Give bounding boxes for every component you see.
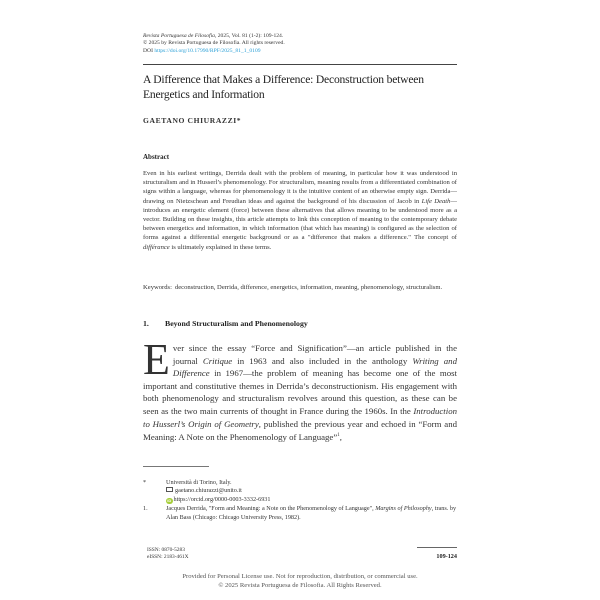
body-text-part: in 1967—the problem of meaning has become one of the most important and constitutive themes in Derrida’s deconstructionism. His engagement with both phenomenology and structuralism revolves around this question, as these can be seen as the two main currents of thought in France during the 1960s. In the (143, 368, 457, 416)
footnote-author (143, 479, 457, 504)
keywords-list: deconstruction, Derrida, difference, energetics, information, meaning, phenomenology, structuralism. (174, 284, 443, 291)
section-heading (143, 319, 308, 328)
keywords (143, 283, 457, 292)
footnote-italic: Margins of Philosophy (375, 505, 432, 513)
footnote-mark: * (143, 479, 147, 486)
body-text-part: , published the previous year and echoed in “Form and Meaning: A Note on the Phenomenology of Language” (143, 418, 457, 443)
article-title: A Difference that Makes a Difference: Deconstruction between Energetics and Information (143, 73, 424, 101)
email-line (166, 487, 457, 495)
drop-cap: E (143, 335, 170, 384)
footnote-1 (143, 505, 457, 522)
body-text-part: , (339, 432, 342, 443)
issn-block (147, 547, 188, 561)
footnote-mark: 1. (143, 505, 148, 513)
affiliation: Università di Torino, Italy. (166, 479, 232, 486)
journal-name: Revista Portuguesa de Filosofia (143, 33, 215, 39)
orcid-link[interactable]: https://orcid.org/0000-0003-3332-6931 (173, 495, 271, 503)
footnote-divider (143, 466, 209, 467)
abstract-italic: Life Death (421, 197, 451, 205)
issn: ISSN: 0870-5283 (147, 547, 185, 553)
footnote-text: , trans. by Alan Bass (Chicago: Chicago University Press, 1982). (166, 505, 457, 521)
doi-line (143, 48, 463, 55)
license-line-2: © 2025 Revista Portuguesa de Filosofia. All Rights Reserved. (218, 582, 382, 590)
body-italic: Introduction to Husserl’s Origin of Geometry (143, 405, 457, 429)
orcid-icon: iD (167, 497, 172, 503)
abstract-heading: Abstract (143, 153, 170, 161)
citation-header (143, 33, 463, 55)
abstract-text-part: —introduces an energetic element (force) between these alternatives that allows meaning to be understood more as a vector. Building on these insights, this article attempts to link this conception of meaning to the contemporary debate between energetics and information, in which information (that which has meaning) is configured as the selection of forms against a differential energetic background or as a "difference that makes a difference." The concept of (143, 197, 457, 242)
abstract-text (143, 169, 457, 252)
footer-divider (417, 547, 457, 548)
citation-details: , 2025, Vol. 81 (1-2): 109-124. (214, 33, 284, 39)
copyright-line: © 2025 by Revista Portuguesa de Filosofia. All rights reserved. (143, 40, 285, 47)
author-name: GAETANO CHIURAZZI* (143, 116, 242, 125)
abstract-text-part: is ultimately explained in these terms. (169, 243, 272, 251)
page-range: 109-124 (436, 553, 457, 560)
doi-label: DOI (143, 47, 153, 54)
envelope-icon (166, 487, 173, 492)
footnote-ref[interactable]: 1 (337, 433, 340, 439)
abstract-italic: différance (143, 243, 170, 251)
email-link[interactable]: gaetano.chiurazzi@unito.it (175, 487, 242, 495)
section-title: Beyond Structuralism and Phenomenology (165, 319, 308, 328)
body-text-part: ver since the essay “Force and Signification”—an article published in the journal (172, 343, 457, 366)
doi-link[interactable]: https://doi.org/10.17990/RPF/2025_81_1_0109 (154, 47, 261, 54)
footnote-content (166, 505, 457, 522)
body-italic: Writing and Difference (172, 355, 457, 379)
footnote-content (166, 479, 457, 504)
body-italic: Critique (202, 355, 233, 366)
section-number: 1. (143, 319, 149, 328)
abstract-text-part: Even in his earliest writings, Derrida dealt with the problem of meaning, in particular how it was understood in structuralism and in Husserl’s phenomenology. For structuralism, meaning results from a differentiated combination of signs within a language, whereas for phenomenology it is the intuitive content of an otherwise empty sign. Derrida—drawing on Nietzschean and Freudian ideas and against the background of his discussion of Jacob in (143, 170, 457, 205)
footnotes (143, 479, 457, 522)
orcid-line (166, 496, 457, 505)
body-paragraph (143, 335, 457, 444)
eissn: eISSN: 2183-461X (147, 554, 189, 560)
license-notice (140, 572, 460, 591)
footnote-text: Jacques Derrida, "Form and Meaning: a Note on the Phenomenology of Language", (166, 505, 376, 513)
body-text-part: in 1963 and also included in the anthology (232, 355, 413, 366)
license-line-1: Provided for Personal License use. Not for reproduction, distribution, or commercial use. (182, 573, 418, 580)
header-divider (143, 64, 457, 65)
keywords-label: Keywords: (143, 284, 172, 291)
